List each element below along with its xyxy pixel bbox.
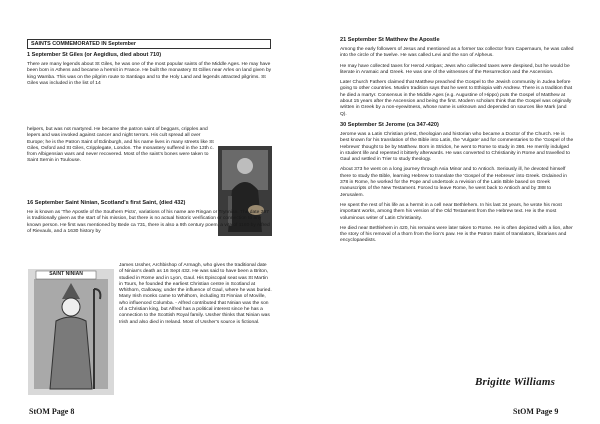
matthew-paragraph-2: He may have collected taxes for Herod Antipas; Jews who collected taxes were despised, but he would be literate in Aramaic and Greek. He was one of the witnesses of the Resurrection and the Ascension.: [340, 63, 570, 75]
jerome-paragraph-1: Jerome was a Latin Christian priest, theologian and historian who became a Doctor of the Church. He is best known for his translation of the Bible into Latin, the 'Vulgate' and for commentaries to the 'Gospel of the Hebrews' thought to be by Matthew. Born in Stridon, he went to Rome to study in 366. He merrily indulged in student life and repented it bitterly afterwards. He was converted to Christianity in Rome and travelled to Gaul and settled in Trier to study theology.: [340, 131, 574, 163]
ninian-paragraph: He is known as 'The Apostle of the Southern Picts', variations of his name are Ringan or Trynnian. The date 397 is traditionally given as the start of his mission, but there is no actual historic verification or connection to any known person. He first was mentioned by Bede ca 731, there is also a 9th century poem, a vita of 1160 by Alfred of Rievaulx, and a 1630 history by: [27, 210, 270, 234]
jerome-paragraph-2: About 373 he went on a long journey through Asia Minor and to Antioch. Seriously ill, he devoted himself there to study the Bible, learning Hebrew to translate the 'Gospel of the Hebrews' into Greek. Ordained in 378 in Rome, he worked for the Pope and undertook a revision of the Latin Bible based on Greek manuscripts of the New Testament. Forced to leave Rome, he went back to Antioch and by 388 to Jerusalem.: [340, 167, 567, 198]
giles-paragraph-cont: helpers, but was not martyred. He became the patron saint of beggars, cripples and lepers and was invoked against cancer and night terrors. His cult spread all over Europe; he is the Patron Saint of Edinburgh, and his name lives in many streets like St Giles, Oxford and St Giles, Cripplegate, London. The monastery suffered in the 13th c. from Albigensian wars and never recovered. Most of the saint's bones were taken to Saint Sernin in Toulouse.: [27, 127, 214, 164]
jerome-paragraph-3: He spent the rest of his life as a hermit in a cell near Bethlehem. In his last 34 years, he wrote his most important works, among them his version of the Old Testament from the Hebrew text. He is the most voluminous writer of Latin Christianity.: [340, 202, 562, 221]
ninian-section: [27, 200, 272, 239]
giles-section-cont: [27, 127, 215, 169]
giles-heading: 1 September St Giles (or Aegidius, died about 710): [27, 52, 162, 58]
ninian-paragraph-cont: James Ussher, Archbishop of Armagh, who gives the traditional date of Ninian's death as 16 Sept 432. He was said to have been a Briton, studied in Rome and in Lyon, Gaul. His Episcopal seat was St Martin in Tours, he founded the earliest Christian centre in Scotland at Whithorn, Galloway, under the influence of Gaul, where he was buried. Many Irish monks came to Whithorn, including St Finnian of Moville, who influenced Columba. - Alfred contributed that Ninian was the son of a Christian king, but Alfred has a political interest since he has a connection to the Scottish Royal family. Ussher thinks that Ninian was Irish and also died in Ireland. Most of Ussher's source is fictional.: [119, 263, 272, 325]
right-page-footer: StOM Page 9: [513, 407, 559, 416]
ninian-section-cont: [119, 263, 272, 330]
saint-ninian-image: [28, 269, 114, 395]
right-page: [300, 0, 600, 424]
jerome-paragraph-4: He died near Bethlehem in 420, his remains were later taken to Rome. He is often depicted with a lion, after the story of his removal of a thorn from the lion's paw. He is the Patron Saint of translators, librarians and encyclopaedists.: [340, 225, 573, 244]
left-page-footer: StOM Page 8: [29, 407, 75, 416]
section-header-text: SAINTS COMMEMORATED IN September: [31, 41, 137, 47]
matthew-section: [340, 37, 574, 249]
matthew-heading: 21 September St Matthew the Apostle: [340, 37, 440, 43]
giles-paragraph: There are many legends about St Giles, he was one of the most popular saints of the Middle Ages. He may have been born in Athens and became a hermit in France. He built the monastery St Gilles near Arles on land given by king Wamba. This was on the pilgrim route to Santiago and to the Holy Land and legends attracted pilgrims. St Giles was included in the list of 14: [27, 62, 272, 86]
author-signature: Brigitte Williams: [475, 376, 556, 388]
matthew-paragraph-1: Among the early followers of Jesus and mentioned as a former tax collector from Capernaum, he was called into the circle of the twelve. He was called Levi and the son of Alpheus.: [340, 47, 574, 59]
jerome-heading: 30 September St Jerome (ca 347-420): [340, 121, 439, 128]
ninian-image-label: SAINT NINIAN: [49, 271, 83, 277]
ninian-heading: 16 September Saint Ninian, Scotland's first Saint, (died 432): [27, 200, 186, 206]
section-header: [27, 39, 271, 49]
matthew-paragraph-3: Later Church Fathers claimed that Matthew preached the Gospel to the Jewish community in Judea before going to other countries. Muslim tradition says that he went to Ethiopia with Andrew. There is a tradition that he died a martyr. Consensus in the Middle Ages (e.g. Augustine of Hippo) puts the Gospel of Matthew at about 15 years after the Ascension and being the first. Modern scholars think that the Gospel was originally written in Greek by a non-eyewitness, whose name is unknown and depended on sources like Mark (and Q).: [340, 80, 573, 117]
giles-section: [27, 52, 272, 91]
